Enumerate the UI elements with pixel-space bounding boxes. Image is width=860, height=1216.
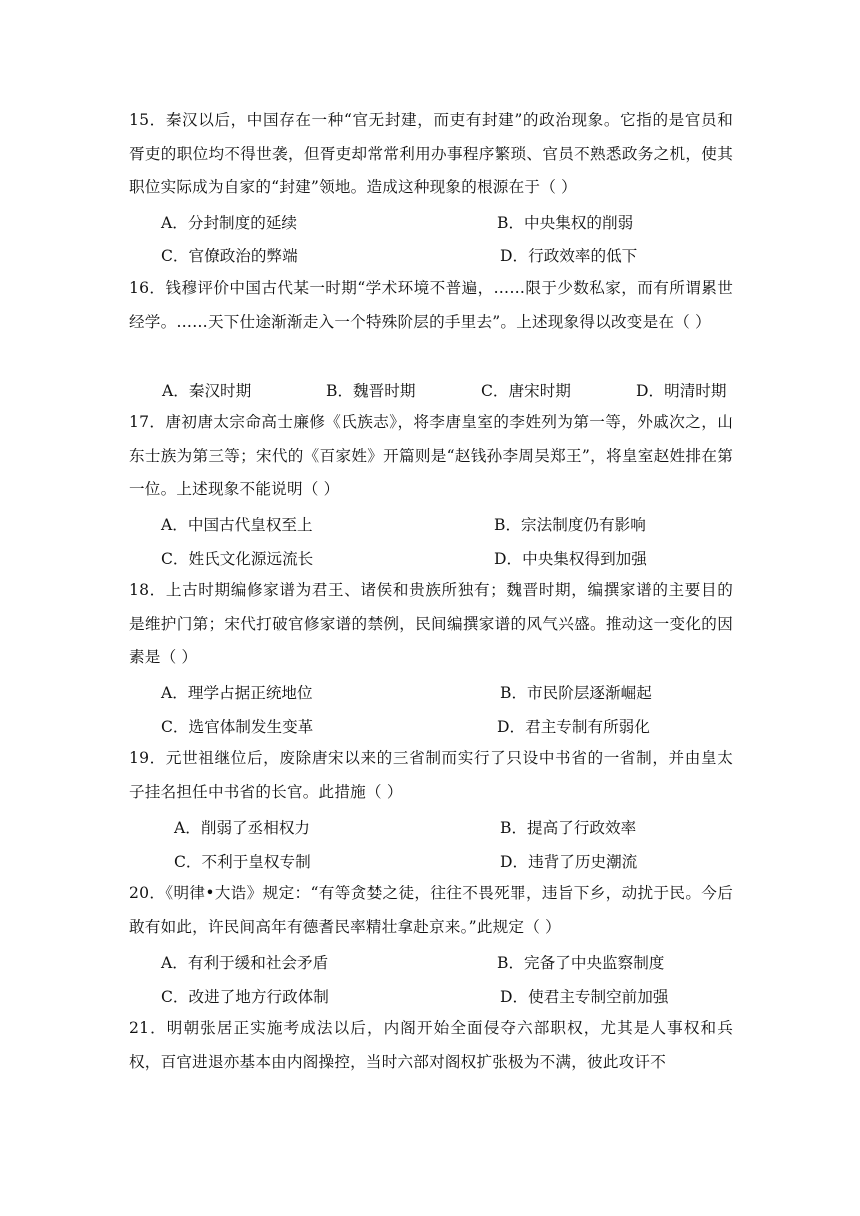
question-20-option-a: A．有利于缓和社会矛盾 (161, 954, 329, 972)
question-19-option-d: D．违背了历史潮流 (500, 853, 638, 871)
question-20-option-b: B．完备了中央监察制度 (497, 954, 665, 972)
question-15-option-a: A．分封制度的延续 (161, 214, 298, 232)
question-17-option-a: A．中国古代皇权至上 (161, 516, 313, 534)
question-15-option-c: C．官僚政治的弊端 (161, 247, 298, 265)
question-21-stem: 21．明朝张居正实施考成法以后，内阁开始全面侵夺六部职权，尤其是人事权和兵权，百官进退亦基本由内阁操控，当时六部对阁权扩张极为不满，彼此攻讦不 (129, 1019, 733, 1071)
question-19-option-c: C．不利于皇权专制 (174, 853, 311, 871)
question-19-option-a: A．削弱了丞相权力 (174, 819, 311, 837)
question-20-option-c: C．改进了地方行政体制 (161, 988, 329, 1006)
question-17-option-b: B．宗法制度仍有影响 (494, 516, 646, 534)
question-16-option-b: B．魏晋时期 (326, 382, 416, 400)
question-16-option-c: C．唐宋时期 (481, 382, 571, 400)
question-20-option-d: D．使君主专制空前加强 (500, 988, 669, 1006)
question-16-option-a: A．秦汉时期 (162, 382, 252, 400)
question-18-stem: 18．上古时期编修家谱为君王、诸侯和贵族所独有；魏晋时期，编撰家谱的主要目的是维护门第；宋代打破官修家谱的禁例，民间编撰家谱的风气兴盛。推动这一变化的因素是（ ） (129, 581, 733, 666)
question-18-option-a: A．理学占据正统地位 (161, 684, 313, 702)
question-17-option-c: C．姓氏文化源远流长 (161, 550, 314, 568)
question-17-stem: 17．唐初唐太宗命高士廉修《氏族志》，将李唐皇室的李姓列为第一等，外戚次之，山东士族为第三等；宋代的《百家姓》开篇则是“赵钱孙李周吴郑王”，将皇室赵姓排在第一位。上述现象不能说明（ ） (129, 413, 733, 498)
question-19-option-b: B．提高了行政效率 (500, 819, 637, 837)
question-18-option-c: C．选官体制发生变革 (161, 718, 314, 736)
question-15-option-d: D．行政效率的低下 (500, 247, 638, 265)
question-19-stem: 19．元世祖继位后，废除唐宋以来的三省制而实行了只设中书省的一省制，并由皇太子挂名担任中书省的长官。此措施（ ） (129, 749, 733, 801)
question-15-stem: 15．秦汉以后，中国存在一种“官无封建，而吏有封建”的政治现象。它指的是官员和胥吏的职位均不得世袭，但胥吏却常常利用办事程序繁琐、官员不熟悉政务之机，使其职位实际成为自家的“封建”领地。造成这种现象的根源在于（ ） (129, 111, 733, 196)
question-17-option-d: D．中央集权得到加强 (494, 550, 647, 568)
question-18-option-d: D．君主专制有所弱化 (497, 718, 650, 736)
question-15-option-b: B．中央集权的削弱 (497, 214, 634, 232)
question-16-option-d: D．明清时期 (636, 382, 727, 400)
question-18-option-b: B．市民阶层逐渐崛起 (500, 684, 652, 702)
question-16-stem: 16．钱穆评价中国古代某一时期“学术环境不普遍，……限于少数私家，而有所谓累世经学。……天下仕途渐渐走入一个特殊阶层的手里去”。上述现象得以改变是在（ ） (129, 279, 733, 331)
question-20-stem: 20．《明律•大诰》规定：“有等贪婪之徒，往往不畏死罪，违旨下乡，动扰于民。今后敢有如此，许民间高年有德耆民率精壮拿赴京来。”此规定（ ） (129, 884, 733, 936)
